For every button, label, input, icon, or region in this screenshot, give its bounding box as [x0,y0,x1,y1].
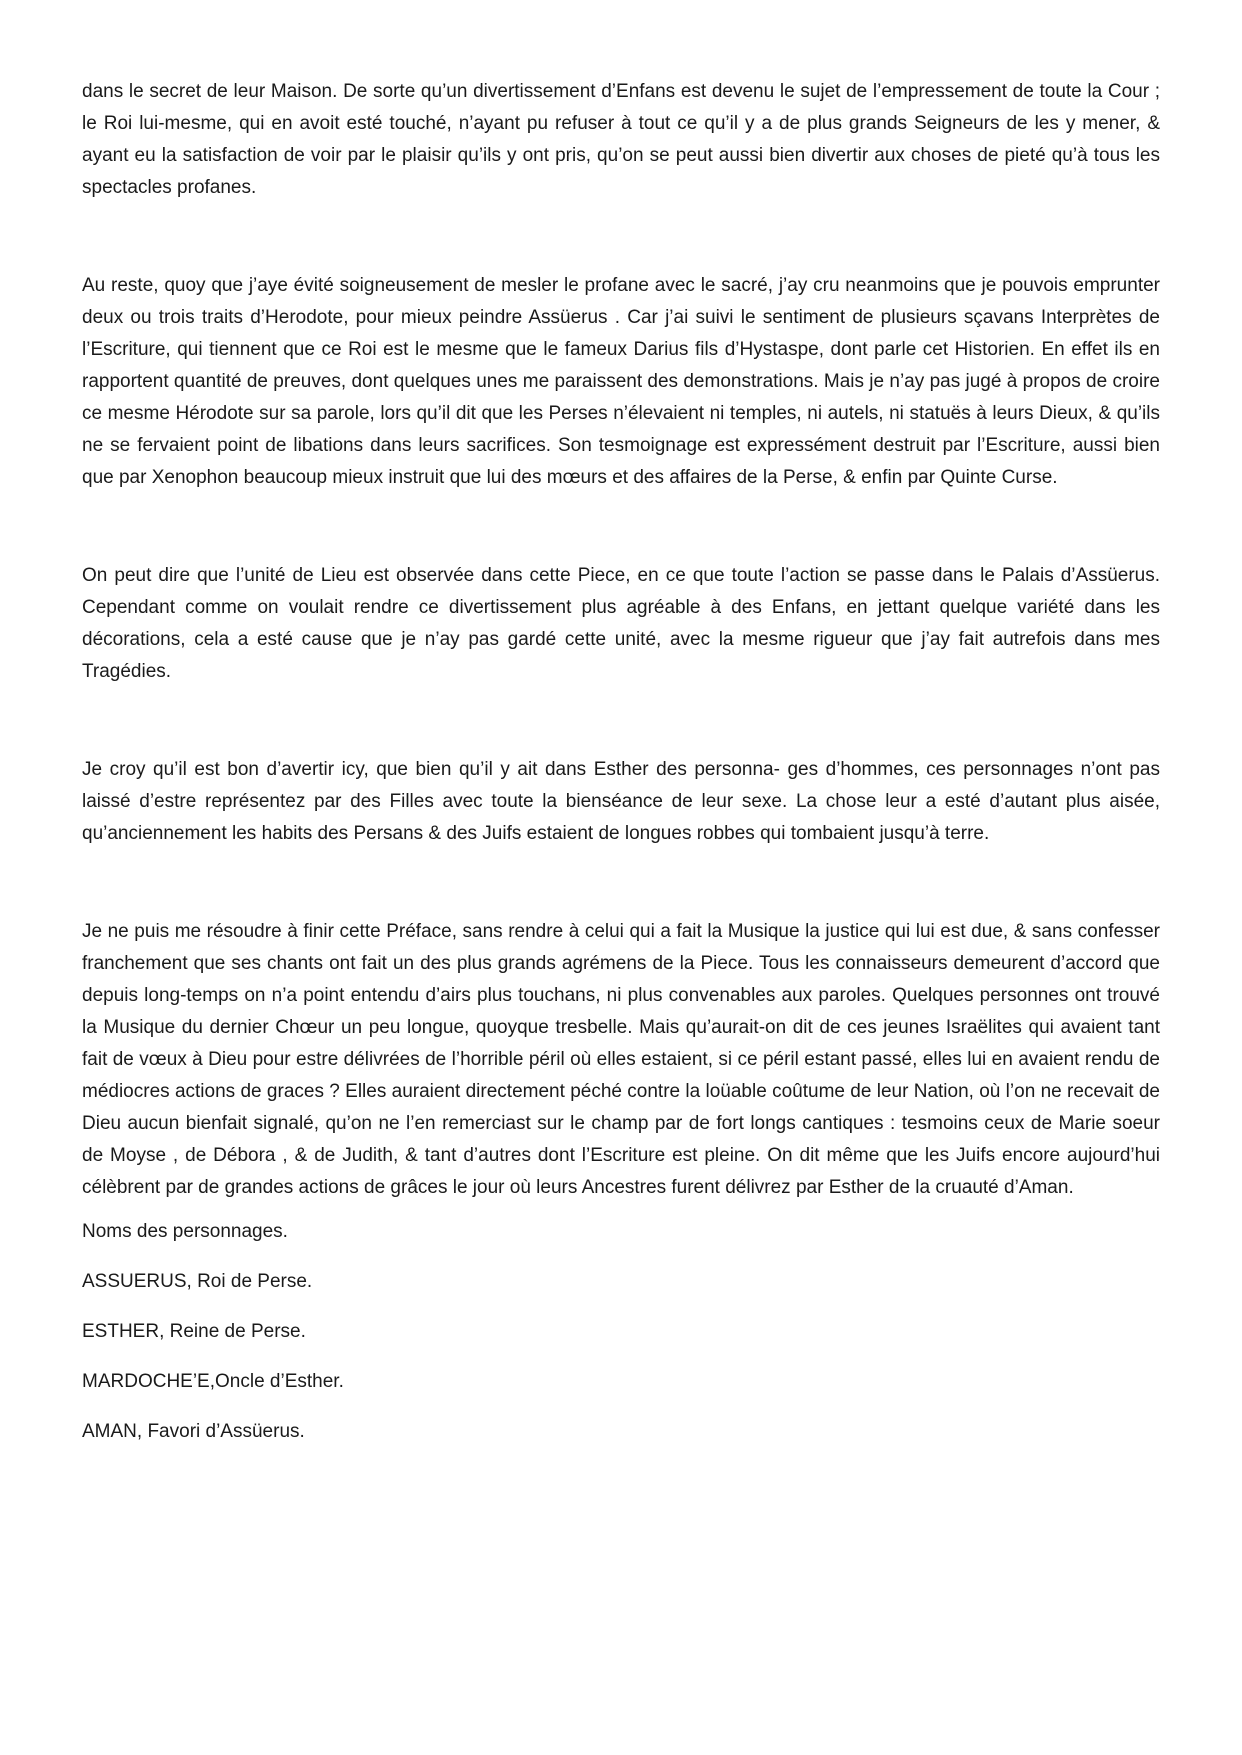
cast-list [82,1266,1160,1448]
cast-item: AMAN, Favori d’Assüerus. [82,1421,305,1442]
document-page [82,76,1160,1448]
cast-title: Noms des personnages. [82,1221,288,1242]
paragraph: Au reste, quoy que j’aye évité soigneusement de mesler le profane avec le sacré, j’ay cru neanmoins que je pouvois emprunter deux ou trois traits d’Herodote, pour mieux peindre Assüerus . Car j’ai suivi le sentiment de plusieurs sçavans Interprètes de l’Escriture, qui tiennent que ce Roi est le mesme que le fameux Darius fils d’Hystaspe, dont parle cet Historien. En effet ils en rapportent quantité de preuves, dont quelques unes me paraissent des demonstrations. Mais je n’ay pas jugé à propos de croire ce mesme Hérodote sur sa parole, lors qu’il dit que les Perses n’élevaient ni temples, ni autels, ni statuës à leurs Dieux, & qu’ils ne se fervaient point de libations dans leurs sacrifices. Son tesmoignage est expressément destruit par l’Escriture, aussi bien que par Xenophon beaucoup mieux instruit que lui des mœurs et des affaires de la Perse, & enfin par Quinte Curse. [82,275,1160,488]
paragraph: Je ne puis me résoudre à finir cette Préface, sans rendre à celui qui a fait la Musique la justice qui lui est due, & sans confesser franchement que ses chants ont fait un des plus grands agrémens de la Piece. Tous les connaisseurs demeurent d’accord que depuis long-temps on n’a point entendu d’airs plus touchans, ni plus convenables aux paroles. Quelques personnes ont trouvé la Musique du dernier Chœur un peu longue, quoyque tresbelle. Mais qu’aurait-on dit de ces jeunes Israëlites qui avaient tant fait de vœux à Dieu pour estre délivrées de l’horrible péril où elles estaient, si ce péril estant passé, elles lui en avaient rendu de médiocres actions de graces ? Elles auraient directement péché contre la loüable coûtume de leur Nation, où l’on ne recevait de Dieu aucun bienfait signalé, qu’on ne l’en remerciast sur le champ par de fort longs cantiques : tesmoins ceux de Marie soeur de Moyse , de Débora , & de Judith, & tant d’autres dont l’Escriture est pleine. On dit même que les Juifs encore aujourd’hui célèbrent par de grandes actions de grâces le jour où leurs Ancestres furent délivrez par Esther de la cruauté d’Aman. [82,921,1160,1198]
paragraph: Je croy qu’il est bon d’avertir icy, que bien qu’il y ait dans Esther des personna- ges d’hommes, ces personnages n’ont pas laissé d’estre représentez par des Filles avec toute la bienséance de leur sexe. La chose leur a esté d’autant plus aisée, qu’anciennement les habits des Persans & des Juifs estaient de longues robbes qui tombaient jusqu’à terre. [82,759,1160,844]
paragraph: dans le secret de leur Maison. De sorte qu’un divertissement d’Enfans est devenu le sujet de l’empressement de toute la Cour ; le Roi lui-mesme, qui en avoit esté touché, n’ayant pu refuser à tout ce qu’il y a de plus grands Seigneurs de les y mener, & ayant eu la satisfaction de voir par le plaisir qu’ils y ont pris, qu’on se peut aussi bien divertir aux choses de pieté qu’à tous les spectacles profanes. [82,81,1160,198]
cast-item: ASSUERUS, Roi de Perse. [82,1271,313,1292]
paragraph: On peut dire que l’unité de Lieu est observée dans cette Piece, en ce que toute l’action se passe dans le Palais d’Assüerus. Cependant comme on voulait rendre ce divertissement plus agréable à des Enfans, en jettant quelque variété dans les décorations, cela a esté cause que je n’ay pas gardé cette unité, avec la mesme rigueur que j’ay fait autrefois dans mes Tragédies. [82,565,1160,682]
cast-section [82,1216,1160,1448]
cast-item: ESTHER, Reine de Perse. [82,1321,306,1342]
cast-item: MARDOCHE’E,Oncle d’Esther. [82,1371,344,1392]
